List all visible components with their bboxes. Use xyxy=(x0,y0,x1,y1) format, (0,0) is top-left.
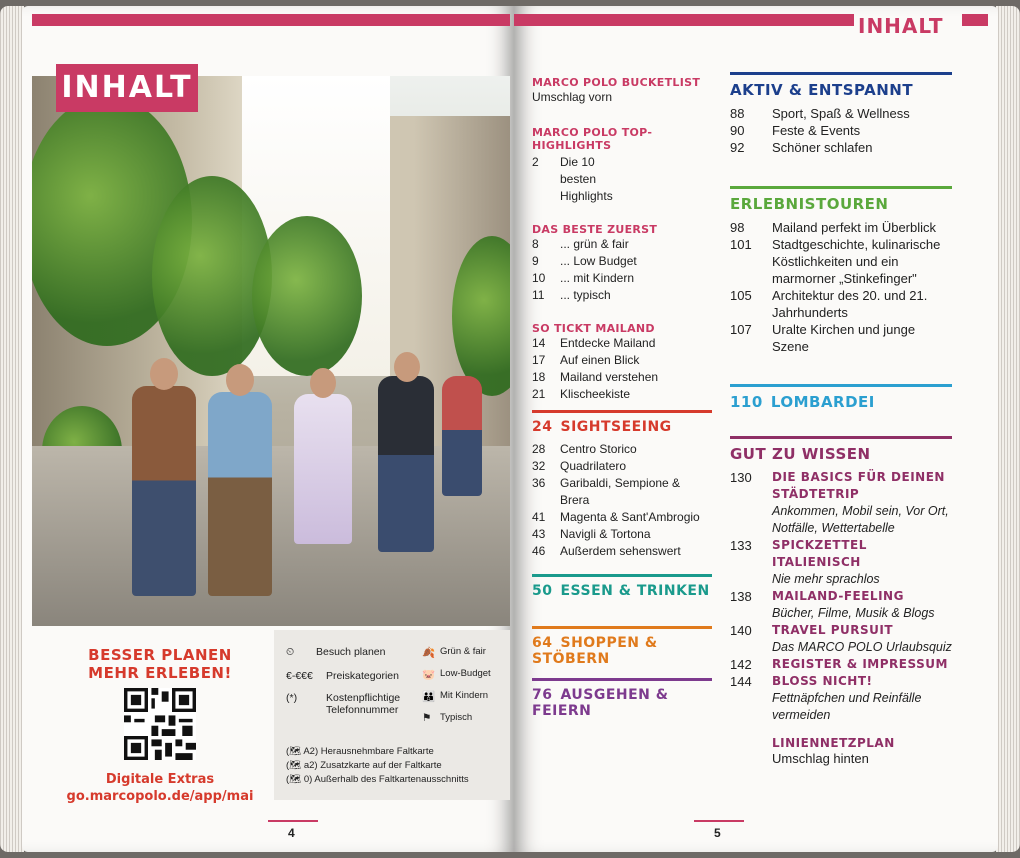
toc-entry[interactable]: 32 Quadrilatero xyxy=(532,459,627,473)
top-accent-bar-right xyxy=(514,14,854,26)
toc-entry[interactable]: 144 BLOSS NICHT! Fettnäpfchen und Reinfälle vermeiden xyxy=(730,674,922,722)
legend-item: ⏲ Besuch planen xyxy=(286,646,386,658)
toc-entry[interactable]: 18 Mailand verstehen xyxy=(532,370,659,384)
toc-entry[interactable]: 88 Sport, Spaß & Wellness xyxy=(730,106,910,121)
toc-entry[interactable]: 43 Navigli & Tortona xyxy=(532,527,651,541)
toc-entry[interactable]: 36 Garibaldi, Sempione & Brera xyxy=(532,476,681,507)
toc-heading: MARCO POLO TOP-HIGHLIGHTS xyxy=(532,126,653,152)
promo-line-2: MEHR ERLEBEN! xyxy=(88,664,232,682)
section-gut-zu-wissen[interactable]: GUT ZU WISSEN 130 DIE BASICS FÜR DEINEN STÄDTETRIP Ankommen, Mobil sein, Vor Ort, Notfälle, Wettertabelle 133 SPICKZETTEL ITALIENISCH Nie mehr sprachlos 138 MAILAND-FEELING Bücher, Filme, Musik & Blogs 140 TRAVEL PURSUIT Das MARCO POLO Urlaubsquiz 142 REGISTER & IMPRESSUM 144 BLOSS NICHT! Fettnäpfchen und Reinfälle vermeiden xyxy=(730,436,952,724)
section-erlebnistouren[interactable]: ERLEBNISTOUREN 98 Mailand perfekt im Überblick 101 Stadtgeschichte, kulinarische Köstlichkeiten und ein marmorner „Stinkefinger" 105 Architektur des 20. und 21. Jahrhunderts 107 Uralte Kirchen und junge Szene xyxy=(730,186,952,355)
digital-extras-promo xyxy=(60,646,260,804)
page-number-rule-right xyxy=(694,820,744,822)
toc-entry[interactable]: 14 Entdecke Mailand xyxy=(532,336,656,350)
phone-cost-icon: (*) xyxy=(286,692,298,704)
flag-icon: ⚑ xyxy=(422,712,432,724)
toc-entry[interactable]: 8 ... grün & fair xyxy=(532,237,629,251)
euro-icon: €-€€€ xyxy=(286,670,313,682)
piggy-bank-icon: 🐷 xyxy=(422,669,436,681)
toc-text[interactable]: Umschlag vorn xyxy=(532,90,613,104)
toc-entry[interactable]: 133 SPICKZETTEL ITALIENISCH Nie mehr sprachlos xyxy=(730,538,880,586)
legend-item: 👪 Mit Kindern xyxy=(422,690,489,703)
family-icon: 👪 xyxy=(422,691,436,703)
toc-entry[interactable]: 10 ... mit Kindern xyxy=(532,271,635,285)
toc-entry[interactable]: 28 Centro Storico xyxy=(532,442,637,456)
toc-heading: DAS BESTE ZUERST xyxy=(532,223,658,236)
toc-heading: MARCO POLO BUCKETLIST xyxy=(532,76,701,89)
street-photo xyxy=(32,76,510,626)
legend-item: 🍂 Grün & fair xyxy=(422,646,486,659)
legend-item: ⚑ Typisch xyxy=(422,712,473,724)
legend-item: (*) Kostenpflichtige Telefonnummer xyxy=(286,692,401,716)
section-ausgehen[interactable]: 76 AUSGEHEN & FEIERN xyxy=(532,678,712,719)
section-liniennetzplan[interactable]: LINIENNETZPLAN Umschlag hinten xyxy=(772,736,895,766)
toc-entry[interactable]: 46 Außerdem sehenswert xyxy=(532,544,681,558)
section-aktiv[interactable]: AKTIV & ENTSPANNT 88 Sport, Spaß & Wellness 90 Feste & Events 92 Schöner schlafen xyxy=(730,72,952,156)
toc-entry[interactable]: 17 Auf einen Blick xyxy=(532,353,640,367)
toc-column-left xyxy=(532,76,712,403)
toc-entry[interactable]: 105 Architektur des 20. und 21. Jahrhunderts xyxy=(730,288,928,320)
legend-item: 🐷 Low-Budget xyxy=(422,668,491,681)
photo-inhalt-label: INHALT xyxy=(56,64,198,112)
section-shoppen[interactable]: 64 SHOPPEN & STÖBERN xyxy=(532,626,712,667)
toc-entry[interactable]: 142 REGISTER & IMPRESSUM xyxy=(730,657,948,672)
toc-entry[interactable]: 98 Mailand perfekt im Überblick xyxy=(730,220,937,235)
toc-entry[interactable]: 21 Klischeekiste xyxy=(532,387,631,401)
page-number-left: 4 xyxy=(288,826,295,840)
chapter-title: INHALT xyxy=(858,14,944,38)
section-sightseeing[interactable]: 24 SIGHTSEEING 28 Centro Storico 32 Quadrilatero 36 Garibaldi, Sempione & Brera 41 Magenta & Sant'Ambrogio 43 Navigli & Tortona 46 Außerdem sehenswert xyxy=(532,410,712,560)
legend-item: €-€€€ Preiskategorien xyxy=(286,670,399,682)
toc-entry[interactable]: 92 Schöner schlafen xyxy=(730,140,873,155)
qr-code-icon[interactable] xyxy=(119,688,201,760)
toc-entry[interactable]: 11 ... typisch xyxy=(532,288,611,302)
toc-entry[interactable]: 140 TRAVEL PURSUIT Das MARCO POLO Urlaubsquiz xyxy=(730,623,952,654)
toc-entry[interactable]: 130 DIE BASICS FÜR DEINEN STÄDTETRIP Ankommen, Mobil sein, Vor Ort, Notfälle, Wettertabelle xyxy=(730,470,949,535)
toc-entry[interactable]: 41 Magenta & Sant'Ambrogio xyxy=(532,510,700,524)
page-edges-left xyxy=(0,6,24,852)
page-number-rule-left xyxy=(268,820,318,822)
toc-entry[interactable]: 9 ... Low Budget xyxy=(532,254,637,268)
leaf-icon: 🍂 xyxy=(422,647,436,659)
section-essen-trinken[interactable]: 50 ESSEN & TRINKEN xyxy=(532,574,712,599)
page-edges-right xyxy=(996,6,1020,852)
toc-entry[interactable]: 2 Die 10 besten Highlights xyxy=(532,155,613,203)
page-number-right: 5 xyxy=(714,826,721,840)
toc-heading: SO TICKT MAILAND xyxy=(532,322,655,335)
toc-entry[interactable]: 90 Feste & Events xyxy=(730,123,861,138)
top-accent-bar-left xyxy=(32,14,510,26)
promo-url-link[interactable]: go.marcopolo.de/app/mai xyxy=(66,789,254,804)
top-accent-bar-end xyxy=(962,14,988,26)
toc-entry[interactable]: 107 Uralte Kirchen und junge Szene xyxy=(730,322,916,354)
map-note: (🗺 A2) Herausnehmbare Faltkarte xyxy=(286,746,434,757)
map-note: (🗺 a2) Zusatzkarte auf der Faltkarte xyxy=(286,760,442,771)
toc-entry[interactable]: 138 MAILAND-FEELING Bücher, Filme, Musik & Blogs xyxy=(730,589,935,620)
symbol-legend xyxy=(274,630,510,800)
section-lombardei[interactable]: 110 LOMBARDEI xyxy=(730,384,952,411)
promo-line-1: BESSER PLANEN xyxy=(88,646,232,664)
toc-entry[interactable]: 101 Stadtgeschichte, kulinarische Köstlichkeiten und ein marmorner „Stinkefinger" xyxy=(730,237,941,286)
map-note: (🗺 0) Außerhalb des Faltkartenausschnitts xyxy=(286,774,469,785)
promo-line-3: Digitale Extras xyxy=(105,772,215,787)
clock-icon: ⏲ xyxy=(286,646,295,658)
